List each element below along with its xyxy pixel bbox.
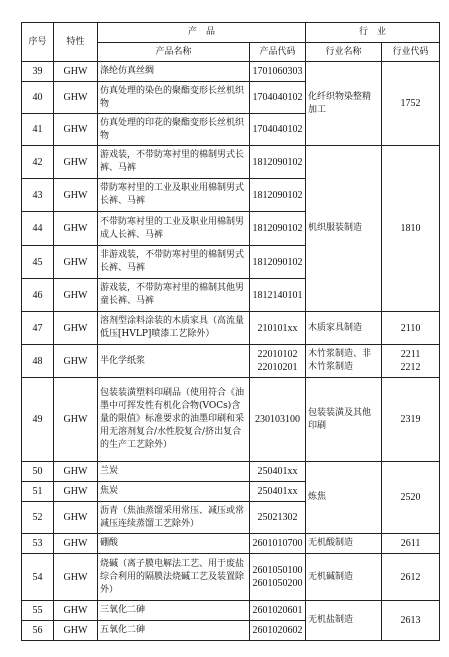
row-product-name: 三氧化二砷 xyxy=(98,601,250,621)
row-seq: 50 xyxy=(22,462,54,482)
row-product-code: 250401xx xyxy=(250,462,306,482)
industry-code: 2319 xyxy=(382,378,440,462)
row-product-name: 半化学纸浆 xyxy=(98,345,250,378)
row-product-name: 游戏装，不带防寒衬里的棉制其他男童长裤、马裤 xyxy=(98,279,250,312)
row-property: GHW xyxy=(54,502,98,534)
row-seq: 51 xyxy=(22,482,54,502)
header-product-name: 产品名称 xyxy=(98,43,250,62)
row-product-code: 250401xx xyxy=(250,482,306,502)
row-seq: 47 xyxy=(22,312,54,345)
row-product-name: 不带防寒衬里的工业及职业用棉制男成人长裤、马裤 xyxy=(98,212,250,246)
row-product-name: 涤纶仿真丝绸 xyxy=(98,62,250,82)
row-property: GHW xyxy=(54,554,98,601)
row-product-code: 2601050100 2601050200 xyxy=(250,554,306,601)
row-property: GHW xyxy=(54,378,98,462)
row-product-code: 25021302 xyxy=(250,502,306,534)
table-row xyxy=(22,534,440,554)
row-property: GHW xyxy=(54,82,98,114)
row-product-name: 硼酸 xyxy=(98,534,250,554)
row-seq: 53 xyxy=(22,534,54,554)
industry-name: 包装装潢及其他印刷 xyxy=(306,378,382,462)
row-product-code: 1701060303 xyxy=(250,62,306,82)
row-product-name: 烧碱（离子膜电解法工艺、用于废盐综合利用的隔膜法烧碱工艺及装置除外） xyxy=(98,554,250,601)
row-product-code: 1812090102 xyxy=(250,179,306,212)
table-row xyxy=(22,554,440,601)
row-property: GHW xyxy=(54,345,98,378)
industry-code: 2211 2212 xyxy=(382,345,440,378)
row-seq: 48 xyxy=(22,345,54,378)
row-property: GHW xyxy=(54,62,98,82)
row-product-code: 1704040102 xyxy=(250,114,306,146)
row-property: GHW xyxy=(54,179,98,212)
row-product-code: 210101xx xyxy=(250,312,306,345)
row-seq: 44 xyxy=(22,212,54,246)
row-property: GHW xyxy=(54,312,98,345)
table-row xyxy=(22,601,440,621)
row-product-name: 带防寒衬里的工业及职业用棉制男式长裤、马裤 xyxy=(98,179,250,212)
row-product-name: 溶剂型涂料涂装的木质家具（高流量低压[HVLP]喷漆工艺除外） xyxy=(98,312,250,345)
product-industry-table xyxy=(21,22,440,641)
row-product-name: 仿真处理的印花的聚酯变形长丝机织物 xyxy=(98,114,250,146)
table-row xyxy=(22,146,440,179)
row-seq: 55 xyxy=(22,601,54,621)
industry-name: 化纤织物染整精加工 xyxy=(306,62,382,146)
industry-name: 无机酸制造 xyxy=(306,534,382,554)
industry-code: 2520 xyxy=(382,462,440,534)
header-product-code: 产品代码 xyxy=(250,43,306,62)
table-row xyxy=(22,378,440,462)
row-product-name: 沥青（焦油蒸馏采用常压、减压或常减压连续蒸馏工艺除外） xyxy=(98,502,250,534)
industry-code: 1752 xyxy=(382,62,440,146)
row-product-code: 1812090102 xyxy=(250,212,306,246)
row-property: GHW xyxy=(54,482,98,502)
row-seq: 49 xyxy=(22,378,54,462)
row-seq: 40 xyxy=(22,82,54,114)
row-product-name: 焦炭 xyxy=(98,482,250,502)
row-product-name: 包装装潢塑料印刷品（使用符合《油墨中可挥发性有机化合物(VOCs)含量的限值》标准要求的油墨印刷和采用无溶剂复合/水性胶复合/挤出复合的生产工艺除外） xyxy=(98,378,250,462)
row-property: GHW xyxy=(54,114,98,146)
row-product-code: 22010102 22010201 xyxy=(250,345,306,378)
row-seq: 45 xyxy=(22,246,54,279)
industry-name: 无机碱制造 xyxy=(306,554,382,601)
row-product-code: 2601020601 xyxy=(250,601,306,621)
row-seq: 52 xyxy=(22,502,54,534)
industry-code: 2613 xyxy=(382,601,440,641)
header-property: 特性 xyxy=(54,23,98,62)
row-property: GHW xyxy=(54,601,98,621)
row-property: GHW xyxy=(54,212,98,246)
header-industry-group: 行 业 xyxy=(306,23,440,43)
row-product-code: 1812140101 xyxy=(250,279,306,312)
industry-name: 炼焦 xyxy=(306,462,382,534)
row-product-name: 兰炭 xyxy=(98,462,250,482)
table-row xyxy=(22,312,440,345)
row-property: GHW xyxy=(54,462,98,482)
industry-name: 机织服装制造 xyxy=(306,146,382,312)
industry-code: 2110 xyxy=(382,312,440,345)
row-property: GHW xyxy=(54,246,98,279)
table-row xyxy=(22,462,440,482)
industry-name: 木竹浆制造、非木竹浆制造 xyxy=(306,345,382,378)
industry-name: 木质家具制造 xyxy=(306,312,382,345)
row-seq: 43 xyxy=(22,179,54,212)
row-seq: 54 xyxy=(22,554,54,601)
row-product-code: 2601020602 xyxy=(250,621,306,641)
header-industry-name: 行业名称 xyxy=(306,43,382,62)
row-seq: 41 xyxy=(22,114,54,146)
row-product-name: 非游戏装，不带防寒衬里的棉制男式长裤、马裤 xyxy=(98,246,250,279)
row-property: GHW xyxy=(54,146,98,179)
row-product-name: 五氧化二砷 xyxy=(98,621,250,641)
table-row xyxy=(22,345,440,378)
row-seq: 42 xyxy=(22,146,54,179)
industry-name: 无机盐制造 xyxy=(306,601,382,641)
header-product-group: 产 品 xyxy=(98,23,306,43)
row-product-name: 仿真处理的染色的聚酯变形长丝机织物 xyxy=(98,82,250,114)
row-property: GHW xyxy=(54,534,98,554)
industry-code: 2611 xyxy=(382,534,440,554)
header-industry-code: 行业代码 xyxy=(382,43,440,62)
row-seq: 56 xyxy=(22,621,54,641)
row-product-code: 230103100 xyxy=(250,378,306,462)
industry-code: 1810 xyxy=(382,146,440,312)
header-seq: 序号 xyxy=(22,23,54,62)
row-property: GHW xyxy=(54,621,98,641)
row-product-name: 游戏装，不带防寒衬里的棉制男式长裤、马裤 xyxy=(98,146,250,179)
table-body xyxy=(22,62,440,641)
row-product-code: 1812090102 xyxy=(250,146,306,179)
row-product-code: 1704040102 xyxy=(250,82,306,114)
row-product-code: 2601010700 xyxy=(250,534,306,554)
industry-code: 2612 xyxy=(382,554,440,601)
row-seq: 39 xyxy=(22,62,54,82)
row-seq: 46 xyxy=(22,279,54,312)
row-product-code: 1812090102 xyxy=(250,246,306,279)
table-row xyxy=(22,62,440,82)
row-property: GHW xyxy=(54,279,98,312)
